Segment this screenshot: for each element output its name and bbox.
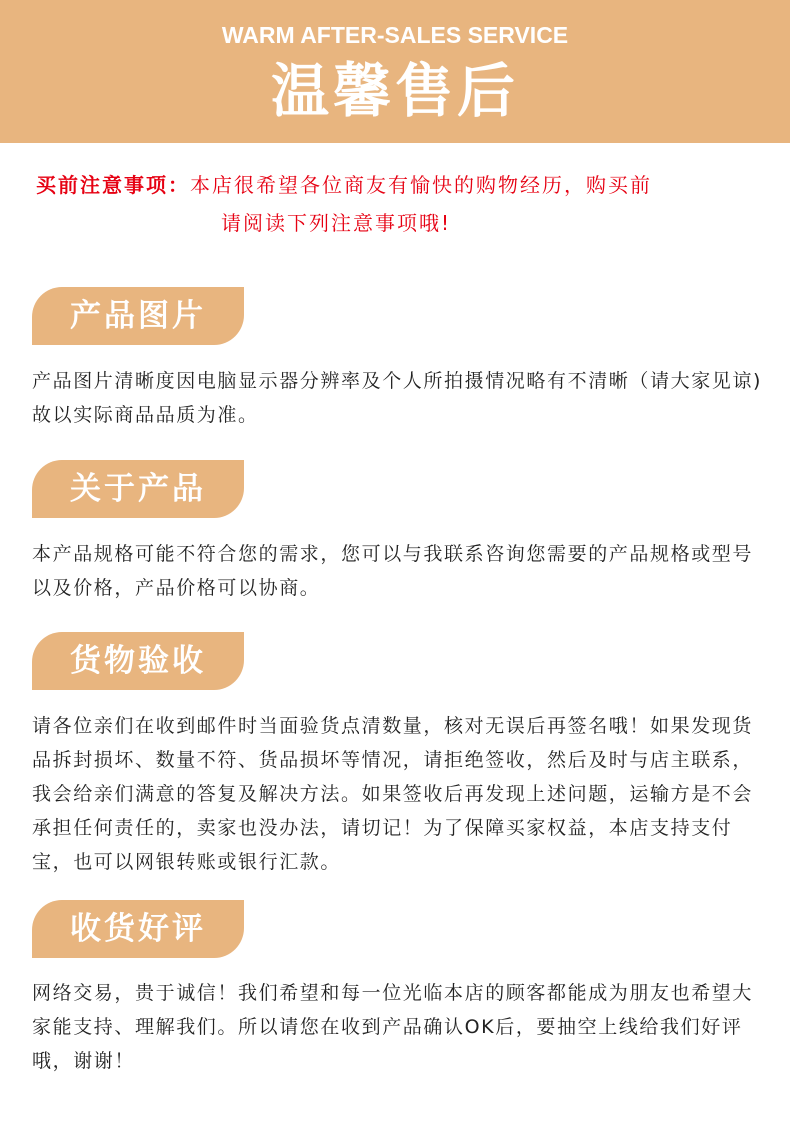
section-tag-positive-review	[32, 900, 244, 958]
header-title-cn: 温馨售后	[270, 57, 519, 125]
section-tag-about-product	[32, 460, 244, 518]
section-title: 货物验收	[70, 643, 206, 679]
section-text-goods-inspection: 请各位亲们在收到邮件时当面验货点清数量，核对无误后再签名哦！如果发现货品拆封损坏、数量不符、货品损坏等情况，请拒绝签收，然后及时与店主联系，我会给亲们满意的答复及解决方法。如果签收后再发现上述问题，运输方是不会承担任何责任的，卖家也没办法，请切记！为了保障买家权益，本店支持支付宝，也可以网银转账或银行汇款。	[32, 715, 754, 873]
header-title-en: WARM AFTER-SALES SERVICE	[221, 22, 569, 48]
section-text-about-product: 本产品规格可能不符合您的需求，您可以与我联系咨询您需要的产品规格或型号以及价格，产品价格可以协商。	[32, 543, 754, 599]
header-banner	[0, 0, 790, 143]
section-text-positive-review: 网络交易，贵于诚信！我们希望和每一位光临本店的顾客都能成为朋友也希望大家能支持、理解我们。所以请您在收到产品确认OK后，要抽空上线给我们好评哦，谢谢！	[32, 982, 754, 1072]
notice-label: 买前注意事项：	[36, 173, 190, 197]
section-title: 产品图片	[70, 298, 206, 334]
pre-purchase-notice	[36, 166, 766, 242]
section-title: 关于产品	[70, 471, 206, 507]
section-tag-product-images	[32, 287, 244, 345]
section-text-product-images: 产品图片清晰度因电脑显示器分辨率及个人所拍摄情况略有不清晰（请大家见谅)故以实际商品品质为准。	[32, 370, 763, 426]
notice-line-2: 请阅读下列注意事项哦!	[221, 211, 452, 235]
section-title: 收货好评	[70, 911, 206, 947]
section-tag-goods-inspection	[32, 632, 244, 690]
notice-line-1: 本店很希望各位商友有愉快的购物经历，购买前	[190, 173, 652, 197]
